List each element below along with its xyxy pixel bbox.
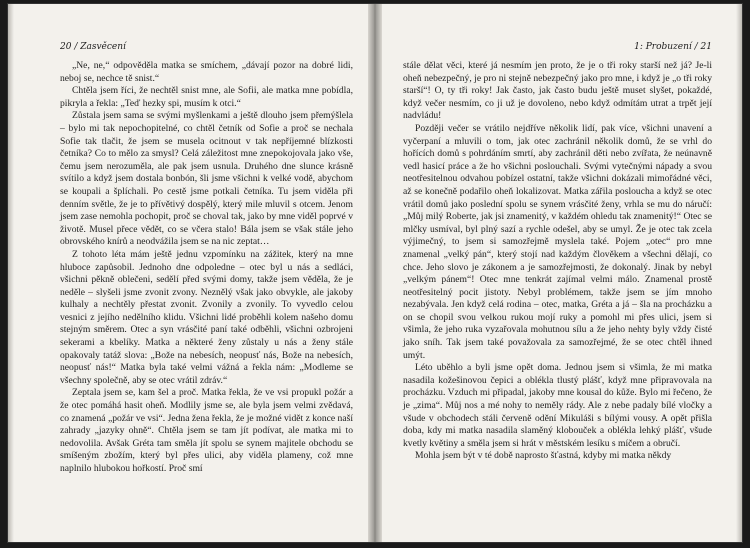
right-page [375,4,742,542]
left-page-text [60,60,353,476]
paragraph: Léto uběhlo a byli jsme opět doma. Jednou jsem si všimla, že mi matka nasadila kožešinovou čepici a oblékla tlustý plášť, když mne připravovala na procházku. Vzduch mi připadal, jakoby mne kousal do kůže. Bylo mi řečeno, že je „zima“. Můj nos a mé nohy to neměly rády. Ale z nebe padaly bílé vločky a všude v obchodech stáli červeně odění Mikuláši s bílými vousy. A opět přišla doba, kdy mi matka nasadila slaměný klobouček a oblékla lehký plášť, všude kvetly květiny a směla jsem si hrát v městském lesíku s míčem a obručí. [403,362,712,449]
left-running-head: 20 / Zasvěcení [60,42,126,52]
paragraph: Z tohoto léta mám ještě jednu vzpomínku na zážitek, který na mne hluboce zapůsobil. Jednoho dne odpoledne – otec byl u nás a sedláci, všichni pěkně oblečeni, sedělí před svými domy, takže jsem věděla, že je neděle – slyšeli jsme zvonit zvony. Neznělý však jako obvykle, ale jakoby kulhaly a nechtěly přestat zvonit. Zvonily a zvonily. To vyvedlo celou vesnici z jejího nedělního klidu. Všichni lidé proběhli kolem našeho domu stejným směrem. Otec a syn vrásčité paní také odběhli, všichni ozbrojeni sekerami a kbelíky. Matka a některé ženy zůstaly u nás a ženy stále opakovaly tatáž slova: „Bože na nebesích, neopusť nás, Bože na nebesích, neopusť nás!“ Matka byla také velmi vážná a řekla nám: „Modleme se všechny společně, aby se otec vrátil zdráv.“ [60,248,353,386]
paragraph: Zůstala jsem sama se svými myšlenkami a ještě dlouho jsem přemýšlela – bylo mi tak nepochopitelné, co chtěl četník od Sofie a proč se nechala Sofie tak tlačit, že jsem se musela ocitnout v tak nepříjemné blízkosti četníka? Co to mělo za smysl? Celá záležitost mne znepokojovala jako vše, čemu jsem nerozuměla, ale pak jsem usnula. Druhého dne slunce krásně svítilo a když jsem dostala bonbón, šli jsme všichni k velké vodě, abychom se koupali a šplíchali. Po cestě jsme potkali četníka. Tu jsem viděla při denním světle, že je to přívětivý dospělý, který mile mluvil s otcem. Jenom jsem zase nemohla pochopit, proč se choval tak, jako by mne viděl poprvé v životě. Musel přece vědět, co se včera stalo! Bála jsem se však stále jeho obrovského knírů a neodvážila jsem se na nic zeptat… [60,110,353,248]
paragraph: Mohla jsem být v té době naprosto šťastná, kdyby mi matka někdy [415,450,672,462]
right-page-text [403,60,712,463]
paragraph: stále dělat věci, které já nesmím jen proto, že je o tři roky starší než já? Je-li oheň nebezpečný, je pro ni stejně nebezpečný jako pro mne, i když je „o tři roky starší“! O, ty tři roky! Jak často, jak často budu ještě muset slyšet, pokaždé, když večer nesmím, co ji už je dovoleno, nebo když odmítám utrat a trpět její nadvládu! [403,60,712,122]
page-edge-right [736,4,742,542]
left-page [8,4,375,542]
book-spread [8,4,742,542]
paragraph: Později večer se vrátilo nejdříve několik lidí, pak více, všichni unavení a vyčerpaní a mluvili o tom, jak otec zachránil několik domů, že se vrhl do hořících domů s pohrdáním smrtí, aby zachránil děti nebo zvířata, že neúnavně vedl hasicí práce a že ho všichni poslouchali. Svými vytečnými nápady a svou neotřesitelnou odvahou pobízel ostatní, takže všichni dokázali mimořádné věci, až se konečně podařilo oheň lokalizovat. Matka zářila posloucha a když se otec vrátil domů jako poslední spolu se synem vrásčité ženy, vrhla se mu do náručí: „Můj milý Roberte, jak jsi znamenitý, v každém ohledu tak znamenitý!“ Otec se mlčky usmíval, byl plný sazí a rychle odešel, aby se umyl. Že je otec tak zcela výjimečný, to jsem si samozřejmě myslela také. Pojem „otec“ pro mne znamenal „velký pán“, který stojí nad každým člověkem a všechni dělají, co chce. Jeho slovo je zákonem a je samozřejmosti, že dokonalý. Jinak by nebyl „velkým pánem“! Otec mne tenkrát zajímal velmi málo. Znamenal prostě neotřesitelný pocit jistoty. Nebyl problémem, takže jsem se jím mnoho nezabývala. Jen když celá rodina – otec, matka, Gréta a já – šla na procházku a on se chopil svou velkou rukou mojí ruky a pomohl mi přes ulici, jsem si všimla, že jeho ruka vyzařovala mohutnou sílu a že jeho nehty byly vždy čisté jako sníh. Tak jsem také považovala za samozřejmé, že se otec chtěl ihned umýt. [403,122,712,361]
paragraph: Zeptala jsem se, kam šel a proč. Matka řekla, že ve vsi propukl požár a že otec pomáhá hasit oheň. Modlily jsme se, ale byla jsem velmi zvědavá, co znamená „požár ve vsi“. Jedna žena řekla, že je možné vidět z konce naší zahrady „jazyky ohně“. Chtěla jsem se tam jít podívat, ale matka mi to nedovolila. Avšak Gréta tam směla jít spolu se synem majitele obchodu se smíšeným zbožím, který byl přes ulici, aby viděla plameny, což mne naplnilo hlubokou hořkostí. Proč smí [60,387,353,474]
paragraph: „Ne, ne,“ odpověděla matka se smíchem, „dávají pozor na dobré lidi, neboj se, nechce tě snist.“ [60,60,353,84]
paragraph: Chtěla jsem říci, že nechtěl snist mne, ale Sofii, ale matka mne pobídla, pikryla a řekla: „Teď hezky spi, musím k otci.“ [60,85,353,109]
right-running-head: 1: Probuzení / 21 [634,42,712,52]
